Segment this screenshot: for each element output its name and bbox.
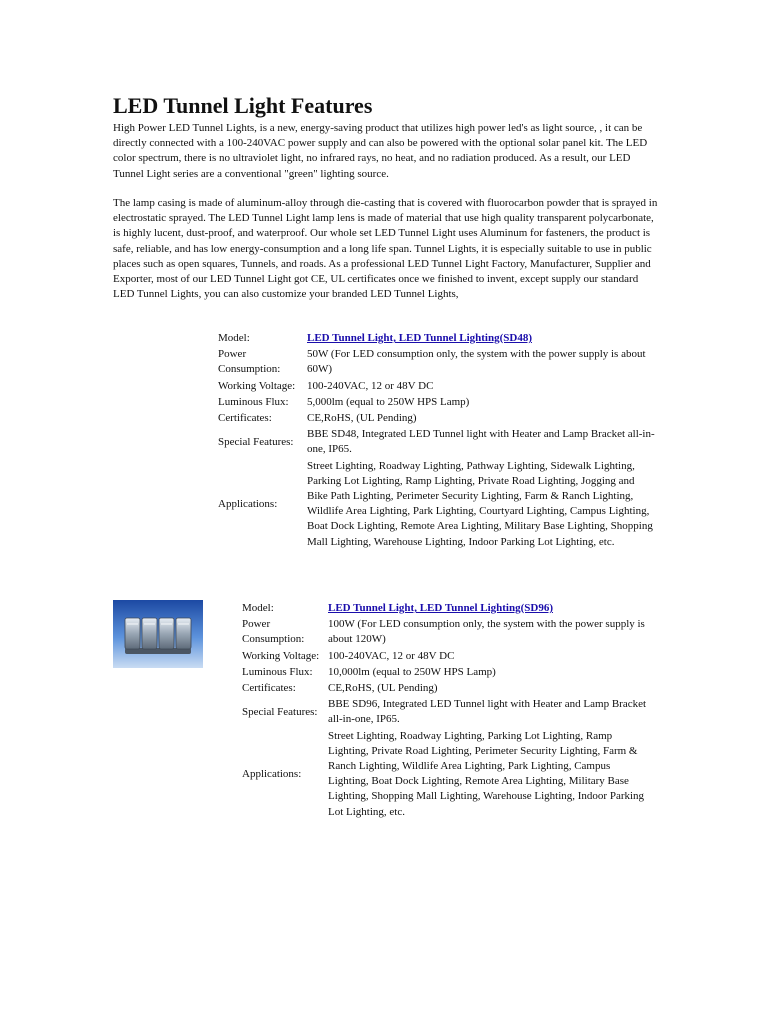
power-label: Power Consumption: bbox=[242, 618, 305, 646]
voltage-value: 100-240VAC, 12 or 48V DC bbox=[307, 379, 434, 392]
spec-row-certificates bbox=[242, 681, 654, 697]
certificates-label: Certificates: bbox=[218, 412, 272, 425]
voltage-label: Working Voltage: bbox=[218, 379, 296, 392]
flux-value: 5,000lm (equal to 250W HPS Lamp) bbox=[307, 395, 470, 408]
model-link-sd48[interactable]: LED Tunnel Light, LED Tunnel Lighting(SD48) bbox=[307, 332, 532, 344]
spec-row-certificates bbox=[218, 411, 660, 427]
certificates-label: Certificates: bbox=[242, 682, 296, 695]
flux-label: Luminous Flux: bbox=[242, 665, 313, 678]
spec-table-sd48 bbox=[218, 331, 660, 551]
led-tunnel-light-product-image bbox=[113, 600, 203, 668]
description-paragraph: The lamp casing is made of aluminum-alloy through die-casting that is covered with fluorocarbon powder that is sprayed in electrostatic sprayed. The LED Tunnel Light lamp lens is made of material that use high quality transparent polycarbonate, is highly lucent, dust-proof, and waterproof. Our whole set LED Tunnel Light uses Aluminum for fasteners, the product is safe, reliable, and has low energy-consumption and a long life span. Tunnel Lights, it is especially suitable to use in public places such as open squares, Tunnels, and roads. As a professional LED Tunnel Light Factory, Manufacturer, Supplier and Exporter, most of our LED Tunnel Light got CE, UL certificates once we finished to invent, except supply our standard LED Tunnel Lights, you can also customize your branded LED Tunnel Lights, bbox=[113, 197, 658, 301]
spec-row-voltage bbox=[242, 649, 654, 665]
model-label: Model: bbox=[242, 602, 274, 614]
spec-row-flux bbox=[242, 665, 654, 681]
intro-paragraph: High Power LED Tunnel Lights, is a new, energy-saving product that utilizes high power led's as light source, , it can be directly connected with a 100-240VAC power supply and can also be powered with the optional solar panel kit. The LED color spectrum, there is no ultraviolet light, no infrared rays, no heat, and no radiation produced. As a result, our LED Tunnel Light series are a conventional "green" lighting source. bbox=[113, 122, 648, 180]
spec-table-sd96 bbox=[242, 601, 654, 821]
flux-value: 10,000lm (equal to 250W HPS Lamp) bbox=[328, 665, 496, 678]
special-features-value: BBE SD48, Integrated LED Tunnel light with Heater and Lamp Bracket all-in-one, IP65. bbox=[307, 428, 655, 456]
power-value: 50W (For LED consumption only, the system with the power supply is about 60W) bbox=[307, 348, 646, 376]
special-features-label: Special Features: bbox=[242, 705, 318, 718]
applications-value: Street Lighting, Roadway Lighting, Parking Lot Lighting, Ramp Lighting, Private Road Lighting, Perimeter Security Lighting, Farm & Ranch Lighting, Wildlife Area Lighting, Park Lighting, Campus Lighting, Boat Dock Lighting, Remote Area Lighting, Military Base Lighting, Shopping Mall Lighting, Warehouse Lighting, Indoor Parking Lot Lighting, etc. bbox=[328, 729, 645, 818]
flux-label: Luminous Flux: bbox=[218, 395, 289, 408]
page-title: LED Tunnel Light Features bbox=[113, 93, 373, 118]
spec-row-model bbox=[218, 331, 660, 347]
special-features-label: Special Features: bbox=[218, 435, 294, 448]
spec-row-special bbox=[218, 427, 660, 458]
certificates-value: CE,RoHS, (UL Pending) bbox=[307, 412, 417, 425]
voltage-label: Working Voltage: bbox=[242, 649, 320, 662]
spec-row-applications bbox=[218, 459, 660, 551]
spec-row-model bbox=[242, 601, 654, 617]
power-value: 100W (For LED consumption only, the system with the power supply is about 120W) bbox=[328, 618, 645, 646]
spec-row-voltage bbox=[218, 379, 660, 395]
tunnel-light-illustration bbox=[113, 600, 203, 668]
power-label: Power Consumption: bbox=[218, 348, 281, 376]
applications-label: Applications: bbox=[218, 497, 278, 510]
spec-row-flux bbox=[218, 395, 660, 411]
special-features-value: BBE SD96, Integrated LED Tunnel light with Heater and Lamp Bracket all-in-one, IP65. bbox=[328, 698, 647, 726]
model-link-sd96[interactable]: LED Tunnel Light, LED Tunnel Lighting(SD96) bbox=[328, 602, 553, 614]
voltage-value: 100-240VAC, 12 or 48V DC bbox=[328, 649, 455, 662]
spec-row-special bbox=[242, 697, 654, 728]
applications-label: Applications: bbox=[242, 767, 302, 780]
spec-row-applications bbox=[242, 729, 654, 821]
certificates-value: CE,RoHS, (UL Pending) bbox=[328, 682, 438, 695]
applications-value: Street Lighting, Roadway Lighting, Pathway Lighting, Sidewalk Lighting, Parking Lot Lighting, Ramp Lighting, Private Road Lighting, Jogging and Bike Path Lighting, Perimeter Security Lighting, Farm & Ranch Lighting, Wildlife Area Lighting, Park Lighting, Courtyard Lighting, Campus Lighting, Boat Dock Lighting, Remote Area Lighting, Military Base Lighting, Shopping Mall Lighting, Warehouse Lighting, Indoor Parking Lot Lighting, etc. bbox=[307, 459, 653, 548]
spec-row-power bbox=[242, 617, 654, 648]
model-label: Model: bbox=[218, 332, 250, 344]
spec-row-power bbox=[218, 347, 660, 378]
